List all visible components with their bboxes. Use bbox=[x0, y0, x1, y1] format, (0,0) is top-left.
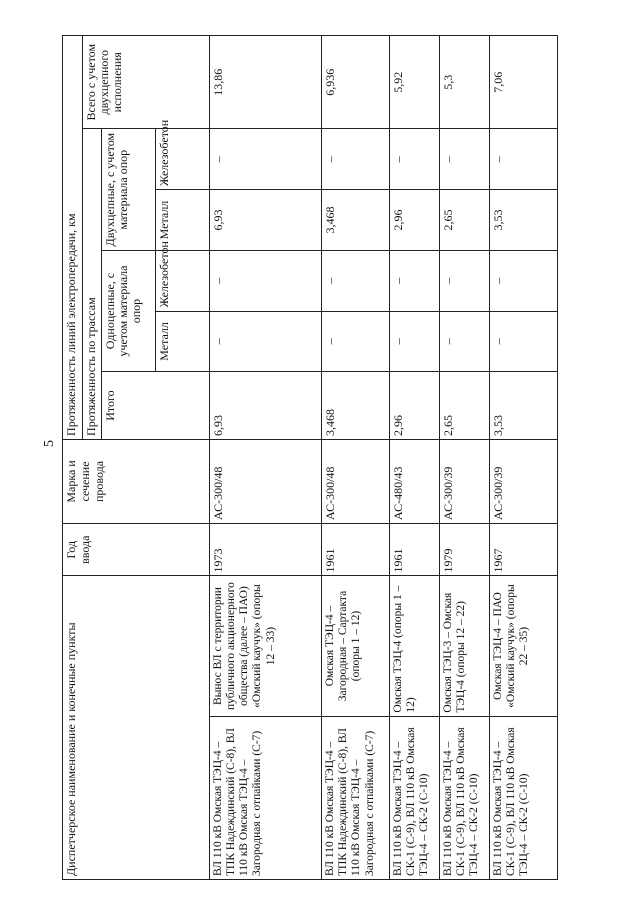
line-name: ВЛ 110 кВ Омская ТЭЦ-4 – СК-1 (С-9), ВЛ 110 кВ Омская ТЭЦ-4 – СК-2 (С-10) bbox=[439, 716, 489, 879]
total: 3,53 bbox=[489, 372, 557, 440]
total: 2,96 bbox=[389, 372, 439, 440]
single-concrete: – bbox=[489, 250, 557, 311]
grand-total: 5,3 bbox=[439, 36, 489, 129]
table-row bbox=[439, 36, 489, 880]
line-segment: Вынос ВЛ с территории публичного акционерного общества (далее – ПАО) «Омский каучук» (опоры 12 – 33) bbox=[209, 576, 321, 716]
line-name: ВЛ 110 кВ Омская ТЭЦ-4 – ТПК Надеждинский (С-8), ВЛ 110 кВ Омская ТЭЦ-4 – Загородная с отпайками (С-7) bbox=[321, 716, 389, 879]
header-double-concrete: Железобетон bbox=[155, 129, 209, 190]
double-metal: 3,468 bbox=[321, 190, 389, 251]
grand-total: 6,936 bbox=[321, 36, 389, 129]
grand-total: 5,92 bbox=[389, 36, 439, 129]
double-concrete: – bbox=[439, 129, 489, 190]
single-concrete: – bbox=[209, 250, 321, 311]
power-lines-table bbox=[62, 35, 558, 880]
wire: АС-480/43 bbox=[389, 439, 439, 523]
wire: АС-300/39 bbox=[489, 439, 557, 523]
grand-total: 7,06 bbox=[489, 36, 557, 129]
table-row bbox=[389, 36, 439, 880]
total: 3,468 bbox=[321, 372, 389, 440]
table-row bbox=[209, 36, 321, 880]
wire: АС-300/48 bbox=[209, 439, 321, 523]
single-concrete: – bbox=[439, 250, 489, 311]
double-metal: 2,65 bbox=[439, 190, 489, 251]
header-length-group: Протяженность линий электропередачи, км bbox=[63, 36, 83, 440]
header-single-metal: Металл bbox=[155, 311, 209, 372]
line-name: ВЛ 110 кВ Омская ТЭЦ-4 – СК-1 (С-9), ВЛ 110 кВ Омская ТЭЦ-4 – СК-2 (С-10) bbox=[389, 716, 439, 879]
double-concrete: – bbox=[321, 129, 389, 190]
header-total: Итого bbox=[101, 372, 209, 440]
header-grand-total: Всего с учетом двухцепного исполнения bbox=[83, 36, 210, 129]
page-number: 5 bbox=[42, 440, 57, 447]
total: 2,65 bbox=[439, 372, 489, 440]
single-concrete: – bbox=[321, 250, 389, 311]
line-name: ВЛ 110 кВ Омская ТЭЦ-4 – СК-1 (С-9), ВЛ 110 кВ Омская ТЭЦ-4 – СК-2 (С-10) bbox=[489, 716, 557, 879]
table-header bbox=[63, 36, 210, 880]
year: 1973 bbox=[209, 523, 321, 576]
double-concrete: – bbox=[489, 129, 557, 190]
line-segment: Омская ТЭЦ-4 (опоры 1 – 12) bbox=[389, 576, 439, 716]
single-concrete: – bbox=[389, 250, 439, 311]
header-double-metal: Металл bbox=[155, 190, 209, 251]
double-metal: 2,96 bbox=[389, 190, 439, 251]
header-routes-group: Протяженность по трассам bbox=[83, 129, 102, 439]
total: 6,93 bbox=[209, 372, 321, 440]
single-metal: – bbox=[209, 311, 321, 372]
line-segment: Омская ТЭЦ-4 – Загородная – Сартакта (опоры 1 – 12) bbox=[321, 576, 389, 716]
line-segment: Омская ТЭЦ-4 – ПАО «Омский каучук» (опоры 22 – 35) bbox=[489, 576, 557, 716]
grand-total: 13,86 bbox=[209, 36, 321, 129]
header-wire: Марка и сечение провода bbox=[63, 439, 210, 523]
double-concrete: – bbox=[389, 129, 439, 190]
single-metal: – bbox=[489, 311, 557, 372]
single-metal: – bbox=[321, 311, 389, 372]
wire: АС-300/48 bbox=[321, 439, 389, 523]
year: 1967 bbox=[489, 523, 557, 576]
year: 1961 bbox=[389, 523, 439, 576]
year: 1979 bbox=[439, 523, 489, 576]
table-body bbox=[209, 36, 557, 880]
double-metal: 6,93 bbox=[209, 190, 321, 251]
header-name: Диспетчерское наименование и конечные пункты bbox=[63, 576, 210, 880]
single-metal: – bbox=[439, 311, 489, 372]
table-row bbox=[489, 36, 557, 880]
header-single-concrete: Железобетон bbox=[155, 250, 209, 311]
table-row bbox=[321, 36, 389, 880]
rotated-table-container bbox=[62, 35, 558, 880]
line-name: ВЛ 110 кВ Омская ТЭЦ-4 – ТПК Надеждинский (С-8), ВЛ 110 кВ Омская ТЭЦ-4 – Загородная с отпайками (С-7) bbox=[209, 716, 321, 879]
line-segment: Омская ТЭЦ-3 – Омская ТЭЦ-4 (опоры 12 – 22) bbox=[439, 576, 489, 716]
year: 1961 bbox=[321, 523, 389, 576]
header-year: Год ввода bbox=[63, 523, 210, 576]
double-metal: 3,53 bbox=[489, 190, 557, 251]
single-metal: – bbox=[389, 311, 439, 372]
header-double: Двухцепные, с учетом материала опор bbox=[101, 129, 155, 250]
header-single: Одноцепные, с учетом материала опор bbox=[101, 250, 155, 371]
double-concrete: – bbox=[209, 129, 321, 190]
wire: АС-300/39 bbox=[439, 439, 489, 523]
